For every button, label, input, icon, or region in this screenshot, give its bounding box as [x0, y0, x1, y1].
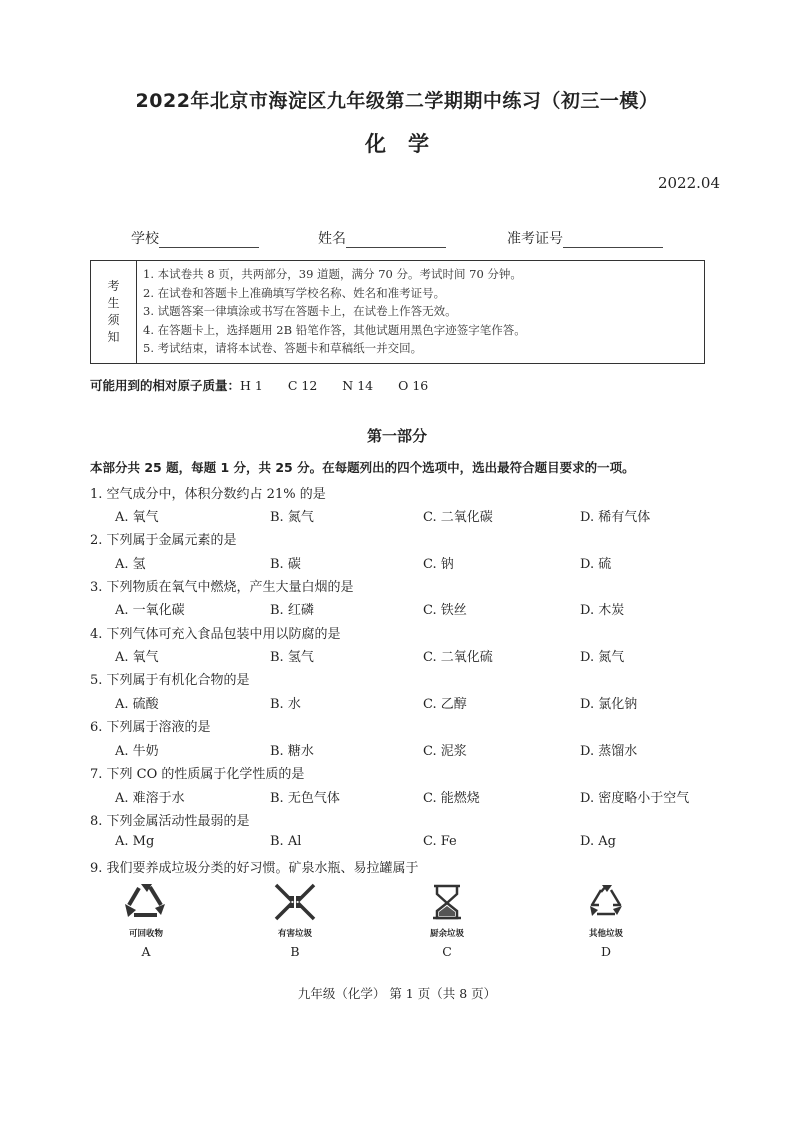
atomic-masses-values: H 1 C 12 N 14 O 16 [240, 378, 429, 393]
option-d: D. 木炭 [580, 603, 625, 618]
option-b: B. 无色气体 [270, 791, 340, 806]
question-stem: 8. 下列金属活动性最弱的是 [90, 814, 250, 829]
option-d: D. 蒸馏水 [580, 744, 638, 759]
instruction-item: 5. 考试结束，请将本试卷、答题卡和草稿纸一并交回。 [143, 341, 423, 355]
option-d: D. 稀有气体 [580, 510, 651, 525]
school-blank [159, 233, 259, 248]
option-b: B. 碳 [270, 557, 301, 572]
exam-number-field [507, 228, 663, 248]
option-a: A. 氧气 [115, 650, 159, 665]
part-intro: 本部分共 25 题，每题 1 分，共 25 分。在每题列出的四个选项中，选出最符合题目要求的一项。 [90, 460, 635, 475]
exam-number-label: 准考证号 [507, 231, 563, 247]
option-c: C. 钠 [423, 557, 454, 572]
school-field [131, 228, 259, 248]
name-blank [346, 233, 446, 248]
question-stem: 3. 下列物质在氧气中燃烧，产生大量白烟的是 [90, 580, 354, 595]
instruction-item: 3. 试题答案一律填涂或书写在答题卡上，在试卷上作答无效。 [143, 304, 457, 318]
name-label: 姓名 [318, 231, 346, 247]
question-stem: 7. 下列 CO 的性质属于化学性质的是 [90, 767, 305, 782]
instruction-item: 1. 本试卷共 8 页，共两部分，39 道题，满分 70 分。考试时间 70 分钟。 [143, 267, 522, 281]
exam-date: 2022.04 [657, 174, 720, 192]
question-stem: 2. 下列属于金属元素的是 [90, 533, 237, 548]
option-c: C. 乙醇 [423, 697, 467, 712]
option-d: D. 氮气 [580, 650, 625, 665]
bin-letter: C [442, 944, 452, 959]
exam-title: 2022年北京市海淀区九年级第二学期期中练习（初三一模） [135, 90, 659, 112]
option-b: B. 氮气 [270, 510, 314, 525]
option-b: B. 氢气 [270, 650, 314, 665]
option-a: A. 一氧化碳 [115, 603, 185, 618]
bin-label: 有害垃圾 [277, 929, 312, 939]
option-b: B. 水 [270, 697, 301, 712]
page-footer: 九年级（化学） 第 1 页（共 8 页） [297, 986, 497, 1001]
atomic-masses [90, 376, 428, 394]
kitchen-waste-icon [429, 882, 465, 922]
bin-letter: B [290, 944, 300, 959]
bin-label: 厨余垃圾 [429, 929, 464, 939]
option-c: C. 二氧化碳 [423, 510, 493, 525]
option-c: C. 能燃烧 [423, 791, 480, 806]
recycle-icon [121, 882, 171, 922]
question-stem: 6. 下列属于溶液的是 [90, 720, 211, 735]
option-d: D. 氯化钠 [580, 697, 638, 712]
exam-number-blank [563, 233, 663, 248]
option-a: A. 氢 [115, 557, 146, 572]
bin-letter: D [600, 944, 612, 959]
option-a: A. 硫酸 [115, 697, 159, 712]
option-c: C. 铁丝 [423, 603, 467, 618]
instructions-box [90, 260, 705, 364]
atomic-masses-label: 可能用到的相对原子质量： [90, 378, 241, 393]
option-a: A. 难溶于水 [115, 791, 185, 806]
bin-label: 其他垃圾 [588, 929, 623, 939]
option-a: A. 牛奶 [115, 744, 159, 759]
option-a: A. 氧气 [115, 510, 159, 525]
option-d: D. 硫 [580, 557, 612, 572]
instructions-list [143, 265, 526, 358]
subject-title: 化学 [365, 132, 451, 156]
instruction-item: 4. 在答题卡上，选择题用 2B 铅笔作答，其他试题用黑色字迹签字笔作答。 [143, 322, 526, 337]
name-field [318, 228, 446, 248]
option-d: D. 密度略小于空气 [580, 791, 690, 806]
question-stem: 4. 下列气体可充入食品包装中用以防腐的是 [90, 627, 341, 642]
option-c: C. 泥浆 [423, 744, 467, 759]
bin-letter: A [141, 944, 151, 959]
instructions-heading: 考 生 须 知 [91, 261, 137, 363]
question-stem: 9. 我们要养成垃圾分类的好习惯。矿泉水瓶、易拉罐属于 [90, 861, 419, 876]
option-b: B. 红磷 [270, 603, 314, 618]
option-d: D. Ag [580, 834, 616, 849]
option-a: A. Mg [115, 834, 155, 849]
bin-label: 可回收物 [128, 929, 163, 939]
hazardous-icon [272, 882, 318, 922]
part-title: 第一部分 [366, 427, 427, 445]
question-stem: 1. 空气成分中，体积分数约占 21% 的是 [90, 487, 326, 502]
question-stem: 5. 下列属于有机化合物的是 [90, 673, 250, 688]
other-waste-icon [584, 882, 628, 922]
school-label: 学校 [131, 231, 159, 247]
instruction-item: 2. 在试卷和答题卡上准确填写学校名称、姓名和准考证号。 [143, 285, 446, 300]
option-b: B. Al [270, 834, 302, 849]
option-b: B. 糖水 [270, 744, 314, 759]
option-c: C. Fe [423, 834, 457, 849]
option-c: C. 二氧化硫 [423, 650, 493, 665]
